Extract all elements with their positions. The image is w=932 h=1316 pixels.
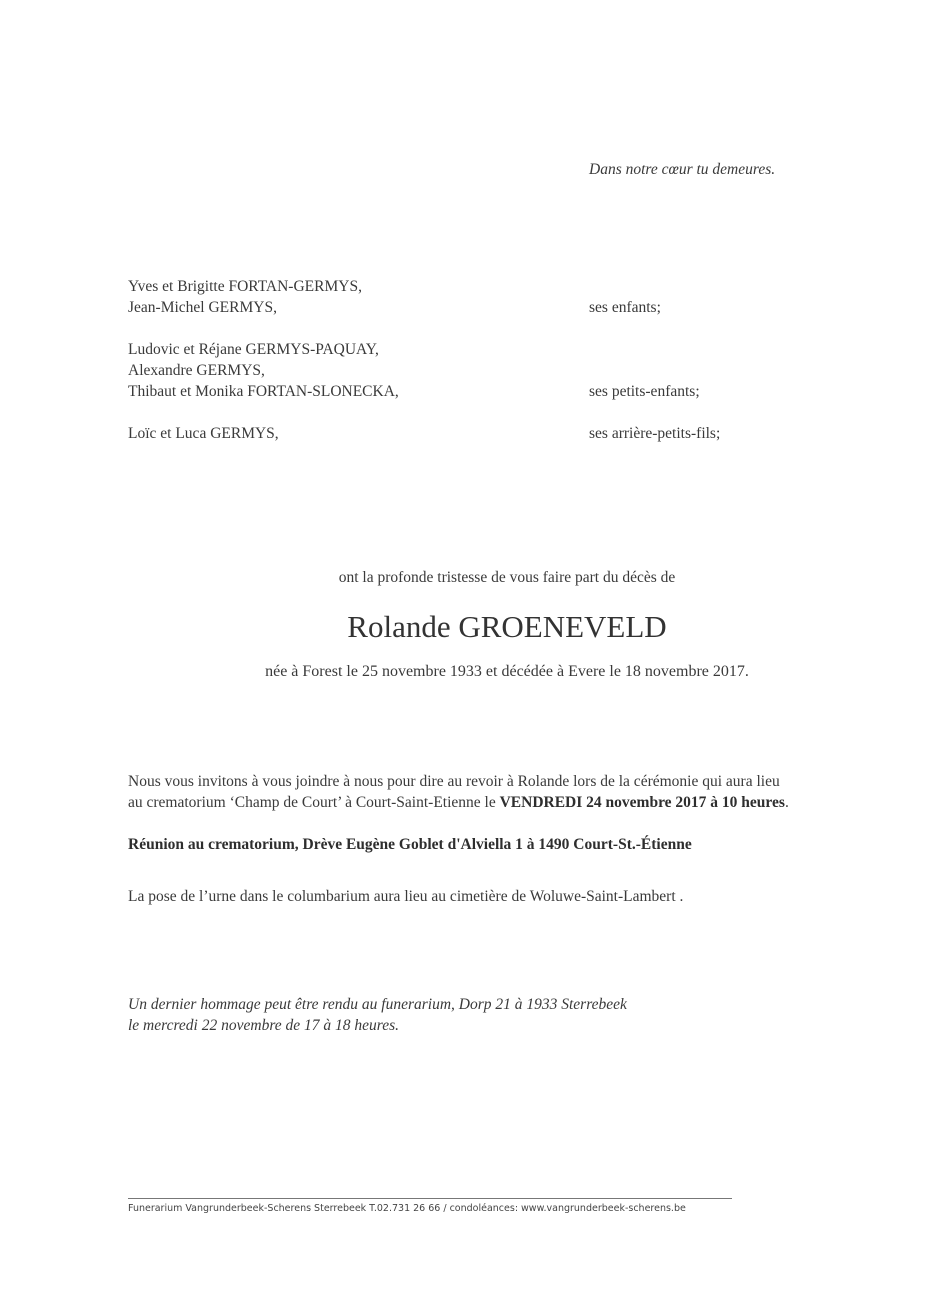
family-name: Ludovic et Réjane GERMYS-PAQUAY, (128, 341, 379, 358)
ceremony-datetime: VENDREDI 24 novembre 2017 à 10 heures (499, 794, 785, 811)
family-row (128, 297, 828, 318)
relation-great-grandchildren: ses arrière-petits-fils; (589, 425, 721, 442)
tribute-line-2: le mercredi 22 novembre de 17 à 18 heures. (128, 1017, 400, 1034)
ceremony-line-1: Nous vous invitons à vous joindre à nous pour dire au revoir à Rolande lors de la cérémonie qui aura lieu (128, 773, 780, 790)
family-row (128, 381, 828, 402)
family-name: Yves et Brigitte FORTAN-GERMYS, (128, 278, 362, 295)
relation-children: ses enfants; (589, 299, 661, 316)
deceased-name: Rolande GROENEVELD (347, 609, 667, 644)
ceremony-period: . (784, 794, 789, 811)
ceremony-line-2 (128, 792, 789, 813)
meeting-address: Réunion au crematorium, Drève Eugène Goblet d'Alviella 1 à 1490 Court-St.-Étienne (128, 836, 692, 853)
family-list (128, 276, 828, 444)
ceremony-paragraph (128, 771, 789, 813)
family-row (128, 360, 828, 381)
family-row (128, 276, 828, 297)
tribute-notice (128, 994, 627, 1036)
ceremony-location: au crematorium ‘Champ de Court’ à Court-Saint-Etienne le (128, 794, 500, 811)
urn-notice: La pose de l’urne dans le columbarium aura lieu au cimetière de Woluwe-Saint-Lambert . (128, 888, 684, 905)
birth-death-dates: née à Forest le 25 novembre 1933 et décédée à Evere le 18 novembre 2017. (265, 663, 749, 680)
epigraph: Dans notre cœur tu demeures. (589, 161, 776, 178)
announcement-intro: ont la profonde tristesse de vous faire part du décès de (338, 569, 676, 586)
tribute-line-1: Un dernier hommage peut être rendu au funerarium, Dorp 21 à 1933 Sterrebeek (128, 996, 627, 1013)
family-name: Thibaut et Monika FORTAN-SLONECKA, (128, 383, 399, 400)
family-name: Alexandre GERMYS, (128, 362, 265, 379)
family-name: Loïc et Luca GERMYS, (128, 425, 279, 442)
relation-grandchildren: ses petits-enfants; (589, 383, 700, 400)
family-name: Jean-Michel GERMYS, (128, 299, 277, 316)
footer-contact: Funerarium Vangrunderbeek-Scherens Sterrebeek T.02.731 26 66 / condoléances: www.vangrunderbeek-scherens.be (128, 1203, 686, 1214)
footer-divider (128, 1198, 732, 1199)
family-row (128, 423, 828, 444)
family-row (128, 339, 828, 360)
